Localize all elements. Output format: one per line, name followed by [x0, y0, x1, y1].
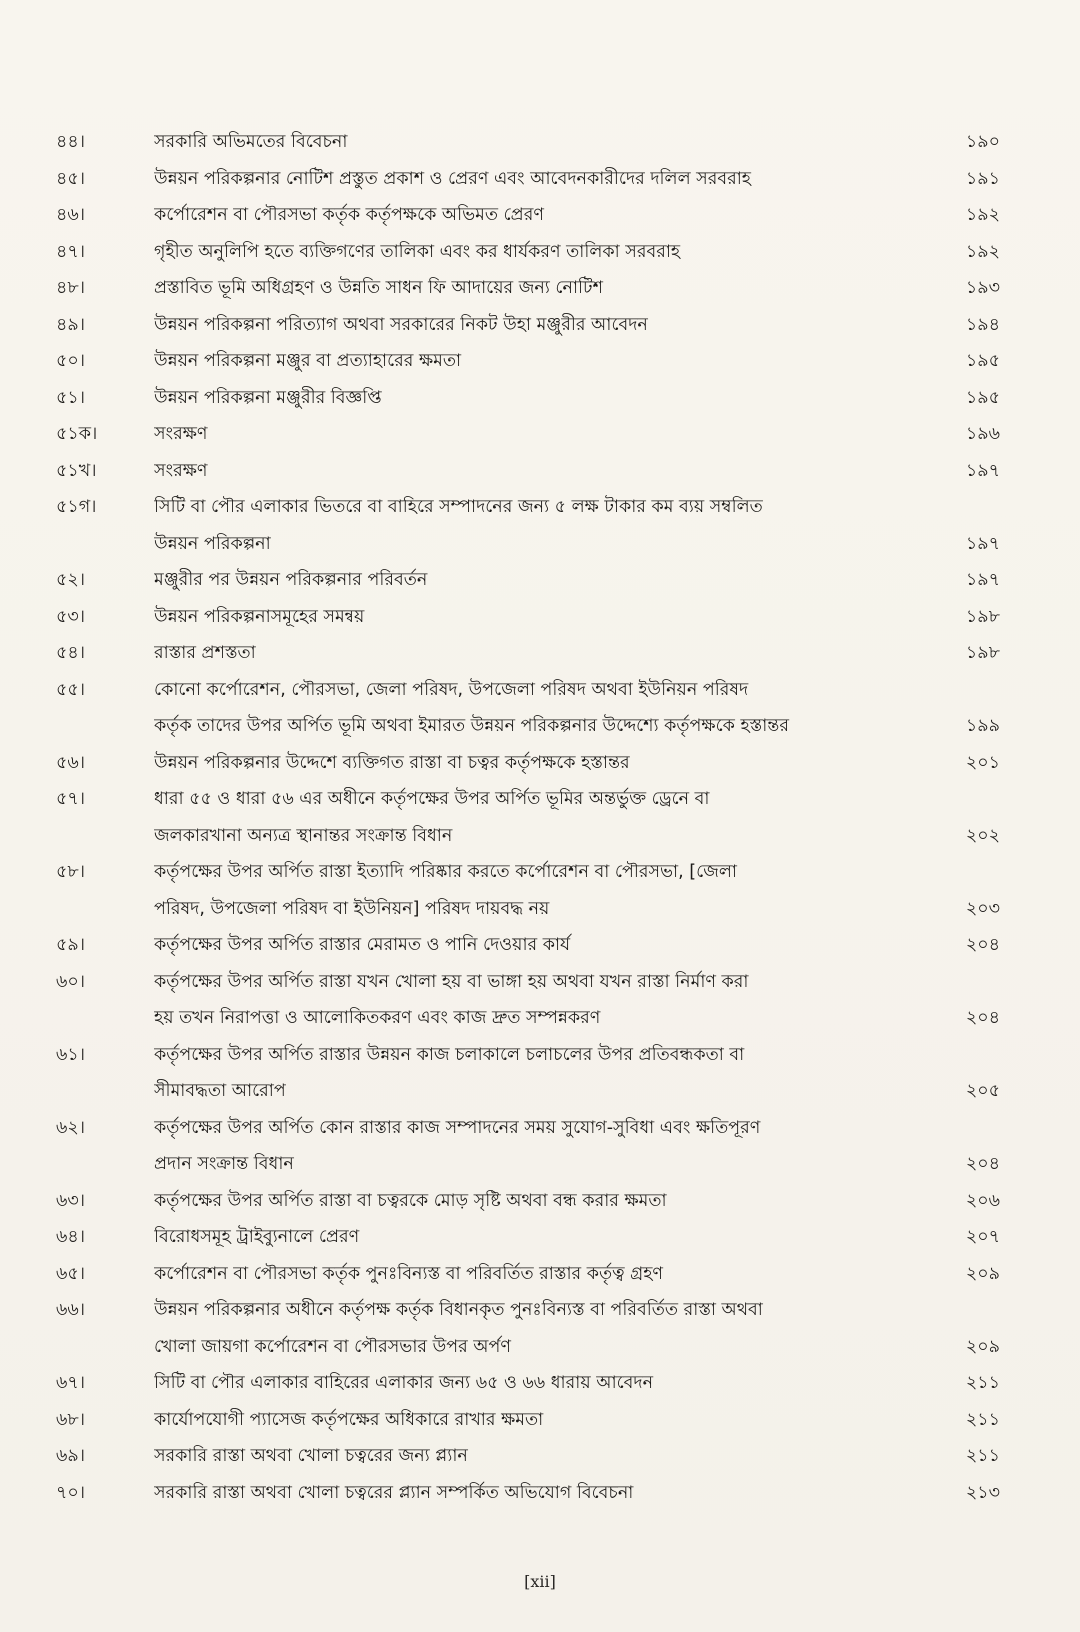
section-title-line: কর্তৃপক্ষের উপর অর্পিত রাস্তা ইত্যাদি পরিষ্কার করতে কর্পোরেশন বা পৌরসভা, [জেলা: [154, 862, 737, 882]
toc-entry: [56, 124, 1000, 161]
section-number: ৭০।: [56, 1482, 86, 1503]
section-number: ৪৬।: [56, 205, 85, 225]
toc-entry: [56, 1037, 1000, 1110]
section-number: ৫০।: [56, 351, 85, 371]
toc-entry: [56, 453, 1000, 490]
page-reference: ১৯৭: [965, 570, 1000, 590]
page-reference: ২০১: [965, 752, 1000, 773]
toc-entry: [56, 1256, 1000, 1293]
page-reference: ২১১: [965, 1409, 1000, 1430]
section-title: [154, 1256, 940, 1293]
section-title: [154, 745, 940, 782]
page-reference: ১৯১: [965, 168, 1000, 189]
section-title: [154, 1438, 940, 1475]
section-title-line: কর্তৃপক্ষের উপর অর্পিত রাস্তার মেরামত ও পানি দেওয়ার কার্য: [154, 935, 571, 955]
section-title: [154, 124, 940, 161]
table-of-contents: [56, 124, 1000, 1511]
section-title: [154, 781, 940, 854]
toc-entry: [56, 416, 1000, 453]
toc-entry: [56, 1438, 1000, 1475]
section-title: [154, 964, 940, 1037]
section-title-line: সীমাবদ্ধতা আরোপ: [154, 1081, 286, 1101]
section-title: [154, 1219, 940, 1256]
section-number: ৪৪।: [56, 132, 85, 152]
page-reference: ১৯২: [965, 241, 1000, 262]
page-reference: ২০৯: [965, 1336, 1000, 1357]
section-title: [154, 161, 940, 198]
toc-entry: [56, 672, 1000, 745]
section-title: [154, 270, 940, 307]
toc-entry: [56, 1475, 1000, 1512]
page-reference: ২০৫: [965, 1081, 1000, 1101]
toc-entry: [56, 307, 1000, 344]
section-number: ৬৭।: [56, 1373, 86, 1393]
toc-entry: [56, 234, 1000, 271]
section-title: [154, 1110, 940, 1183]
page-reference: ১৯৫: [965, 351, 1000, 371]
section-title: [154, 1292, 940, 1365]
section-number: ৬০।: [56, 971, 86, 992]
section-title-line: কর্তৃপক্ষের উপর অর্পিত রাস্তা যখন খোলা হয় বা ভাঙ্গা হয় অথবা যখন রাস্তা নির্মাণ করা: [154, 971, 749, 992]
section-title-line: পরিষদ, উপজেলা পরিষদ বা ইউনিয়ন] পরিষদ দায়বদ্ধ নয়: [154, 898, 550, 919]
page-reference: ২০৭: [965, 1227, 1000, 1247]
section-title-line: সরকারি অভিমতের বিবেচনা: [154, 132, 348, 152]
section-number: ৫৪।: [56, 643, 85, 663]
section-number: ৫১গ।: [56, 497, 97, 517]
section-title: [154, 1183, 940, 1220]
page-reference: ২১১: [965, 1373, 1000, 1393]
section-title-line: কর্তৃপক্ষের উপর অর্পিত রাস্তার উন্নয়ন কাজ চলাকালে চলাচলের উপর প্রতিবন্ধকতা বা: [154, 1044, 745, 1065]
section-title-line: প্রস্তাবিত ভূমি অধিগ্রহণ ও উন্নতি সাধন ফি আদায়ের জন্য নোটিশ: [154, 278, 603, 298]
section-number: ৬৯।: [56, 1446, 85, 1466]
section-title-line: হয় তখন নিরাপত্তা ও আলোকিতকরণ এবং কাজ দ্রুত সম্পন্নকরণ: [154, 1008, 601, 1028]
toc-entry: [56, 927, 1000, 964]
section-number: ৬৩।: [56, 1190, 86, 1211]
section-title-line: গৃহীত অনুলিপি হতে ব্যক্তিগণের তালিকা এবং কর ধার্যকরণ তালিকা সরবরাহ: [154, 241, 681, 262]
section-title-line: কোনো কর্পোরেশন, পৌরসভা, জেলা পরিষদ, উপজেলা পরিষদ অথবা ইউনিয়ন পরিষদ: [154, 679, 749, 700]
toc-entry: [56, 1402, 1000, 1439]
section-title-line: সংরক্ষণ: [154, 460, 208, 481]
toc-entry: [56, 380, 1000, 417]
section-title: [154, 343, 940, 380]
section-number: ৪৯।: [56, 314, 85, 335]
section-title-line: সংরক্ষণ: [154, 424, 208, 444]
toc-entry: [56, 1110, 1000, 1183]
section-title-line: উন্নয়ন পরিকল্পনা মঞ্জুর বা প্রত্যাহারের ক্ষমতা: [154, 351, 462, 371]
toc-entry: [56, 562, 1000, 599]
page-reference: ২১১: [965, 1446, 1000, 1466]
page-reference: ২০৪: [965, 1154, 1000, 1174]
section-title-line: উন্নয়ন পরিকল্পনা: [154, 533, 271, 554]
section-number: ৬২।: [56, 1117, 86, 1138]
page-reference: ২০৪: [965, 935, 1000, 955]
toc-entry: [56, 964, 1000, 1037]
section-number: ৫১খ।: [56, 460, 97, 481]
section-title: [154, 635, 940, 672]
section-title: [154, 1402, 940, 1439]
section-title-line: উন্নয়ন পরিকল্পনাসমূহের সমন্বয়: [154, 606, 365, 627]
section-number: ৬৪।: [56, 1227, 85, 1247]
page-reference: ২১৩: [965, 1482, 1000, 1503]
page-reference: ১৯৮: [965, 643, 1000, 663]
section-title-line: উন্নয়ন পরিকল্পনার নোটিশ প্রস্তুত প্রকাশ ও প্রেরণ এবং আবেদনকারীদের দলিল সরবরাহ: [154, 168, 751, 189]
section-title-line: কার্যোপযোগী প্যাসেজ কর্তৃপক্ষের অধিকারে রাখার ক্ষমতা: [154, 1409, 544, 1430]
page-reference: ১৯৭: [965, 460, 1000, 481]
toc-entry: [56, 781, 1000, 854]
section-title-line: উন্নয়ন পরিকল্পনা মঞ্জুরীর বিজ্ঞপ্তি: [154, 387, 382, 408]
section-number: ৬৫।: [56, 1263, 85, 1284]
section-title: [154, 854, 940, 927]
section-title-line: উন্নয়ন পরিকল্পনার উদ্দেশে ব্যক্তিগত রাস্তা বা চত্বর কর্তৃপক্ষকে হস্তান্তর: [154, 752, 630, 773]
section-title-line: কর্পোরেশন বা পৌরসভা কর্তৃক পুনঃবিন্যস্ত বা পরিবর্তিত রাস্তার কর্তৃত্ব গ্রহণ: [154, 1263, 664, 1284]
section-title-line: সিটি বা পৌর এলাকার ভিতরে বা বাহিরে সম্পাদনের জন্য ৫ লক্ষ টাকার কম ব্যয় সম্বলিত: [154, 497, 763, 517]
toc-entry: [56, 745, 1000, 782]
section-number: ৪৭।: [56, 241, 85, 262]
page-reference: ১৯০: [965, 132, 1000, 152]
section-title: [154, 416, 940, 453]
page-reference: ১৯৯: [965, 716, 1000, 736]
toc-entry: [56, 1183, 1000, 1220]
section-number: ৪৮।: [56, 278, 85, 298]
section-title: [154, 197, 940, 234]
section-number: ৬৬।: [56, 1300, 86, 1320]
section-title-line: কর্পোরেশন বা পৌরসভা কর্তৃক কর্তৃপক্ষকে অভিমত প্রেরণ: [154, 205, 544, 225]
toc-entry: [56, 599, 1000, 636]
section-title-line: বিরোধসমূহ ট্রাইব্যুনালে প্রেরণ: [154, 1227, 360, 1247]
section-title-line: সিটি বা পৌর এলাকার বাহিরের এলাকার জন্য ৬৫ ও ৬৬ ধারায় আবেদন: [154, 1373, 654, 1393]
section-title: [154, 1037, 940, 1110]
section-title-line: প্রদান সংক্রান্ত বিধান: [154, 1154, 294, 1174]
page-reference: ১৯৭: [965, 533, 1000, 554]
section-title: [154, 380, 940, 417]
page-number-footer: [xii]: [524, 1572, 556, 1591]
section-title: [154, 672, 940, 745]
section-title: [154, 453, 940, 490]
section-title: [154, 927, 940, 964]
toc-entry: [56, 854, 1000, 927]
section-number: ৫৯।: [56, 935, 85, 955]
section-number: ৫৭।: [56, 789, 85, 809]
section-number: ৫১ক।: [56, 424, 98, 444]
section-title: [154, 1365, 940, 1402]
toc-entry: [56, 1219, 1000, 1256]
page-reference: ২০২: [965, 825, 1000, 846]
section-title: [154, 562, 940, 599]
section-title-line: উন্নয়ন পরিকল্পনার অধীনে কর্তৃপক্ষ কর্তৃক বিধানকৃত পুনঃবিন্যস্ত বা পরিবর্তিত রাস্তা অথবা: [154, 1300, 763, 1320]
page-reference: ১৯৫: [965, 387, 1000, 408]
section-title-line: রাস্তার প্রশস্ততা: [154, 643, 256, 663]
section-title-line: উন্নয়ন পরিকল্পনা পরিত্যাগ অথবা সরকারের নিকট উহা মঞ্জুরীর আবেদন: [154, 314, 648, 335]
toc-entry: [56, 1365, 1000, 1402]
section-title-line: সরকারি রাস্তা অথবা খোলা চত্বরের জন্য প্ল্যান: [154, 1446, 468, 1466]
page-reference: ১৯৬: [965, 424, 1000, 444]
page-reference: ২০৯: [965, 1263, 1000, 1284]
section-number: ৪৫।: [56, 168, 85, 189]
section-title: [154, 234, 940, 271]
section-title-line: ধারা ৫৫ ও ধারা ৫৬ এর অধীনে কর্তৃপক্ষের উপর অর্পিত ভূমির অন্তর্ভুক্ত ড্রেনে বা: [154, 789, 710, 809]
toc-entry: [56, 1292, 1000, 1365]
section-title-line: কর্তৃপক্ষের উপর অর্পিত রাস্তা বা চত্বরকে মোড় সৃষ্টি অথবা বন্ধ করার ক্ষমতা: [154, 1190, 667, 1211]
section-title: [154, 307, 940, 344]
page-reference: ১৯২: [965, 205, 1000, 225]
section-number: ৫৬।: [56, 752, 85, 773]
section-title-line: কর্তৃক তাদের উপর অর্পিত ভূমি অথবা ইমারত উন্নয়ন পরিকল্পনার উদ্দেশ্যে কর্তৃপক্ষকে হস্তান্তর: [154, 716, 789, 736]
section-title: [154, 1475, 940, 1512]
page-reference: ১৯৮: [965, 606, 1000, 627]
section-title-line: সরকারি রাস্তা অথবা খোলা চত্বরের প্ল্যান সম্পর্কিত অভিযোগ বিবেচনা: [154, 1482, 634, 1503]
section-title: [154, 489, 940, 562]
toc-entry: [56, 343, 1000, 380]
page-reference: ১৯৪: [965, 314, 1000, 335]
toc-entry: [56, 197, 1000, 234]
section-title-line: জলকারখানা অন্যত্র স্থানান্তর সংক্রান্ত বিধান: [154, 825, 453, 846]
page-reference: ২০৩: [965, 898, 1000, 919]
section-title-line: খোলা জায়গা কর্পোরেশন বা পৌরসভার উপর অর্পণ: [154, 1336, 511, 1357]
section-number: ৬৮।: [56, 1409, 85, 1430]
toc-entry: [56, 270, 1000, 307]
section-number: ৬১।: [56, 1044, 85, 1065]
section-number: ৫৮।: [56, 862, 85, 882]
page-reference: ১৯৩: [965, 278, 1000, 298]
toc-entry: [56, 489, 1000, 562]
section-number: ৫৫।: [56, 679, 85, 700]
toc-entry: [56, 635, 1000, 672]
section-title-line: কর্তৃপক্ষের উপর অর্পিত কোন রাস্তার কাজ সম্পাদনের সময় সুযোগ-সুবিধা এবং ক্ষতিপূরণ: [154, 1117, 761, 1138]
section-number: ৫২।: [56, 570, 85, 590]
toc-entry: [56, 161, 1000, 198]
page-reference: ২০৪: [965, 1008, 1000, 1028]
section-title-line: মঞ্জুরীর পর উন্নয়ন পরিকল্পনার পরিবর্তন: [154, 570, 428, 590]
page-reference: ২০৬: [965, 1190, 1000, 1211]
section-number: ৫৩।: [56, 606, 85, 627]
section-title: [154, 599, 940, 636]
section-number: ৫১।: [56, 387, 85, 408]
